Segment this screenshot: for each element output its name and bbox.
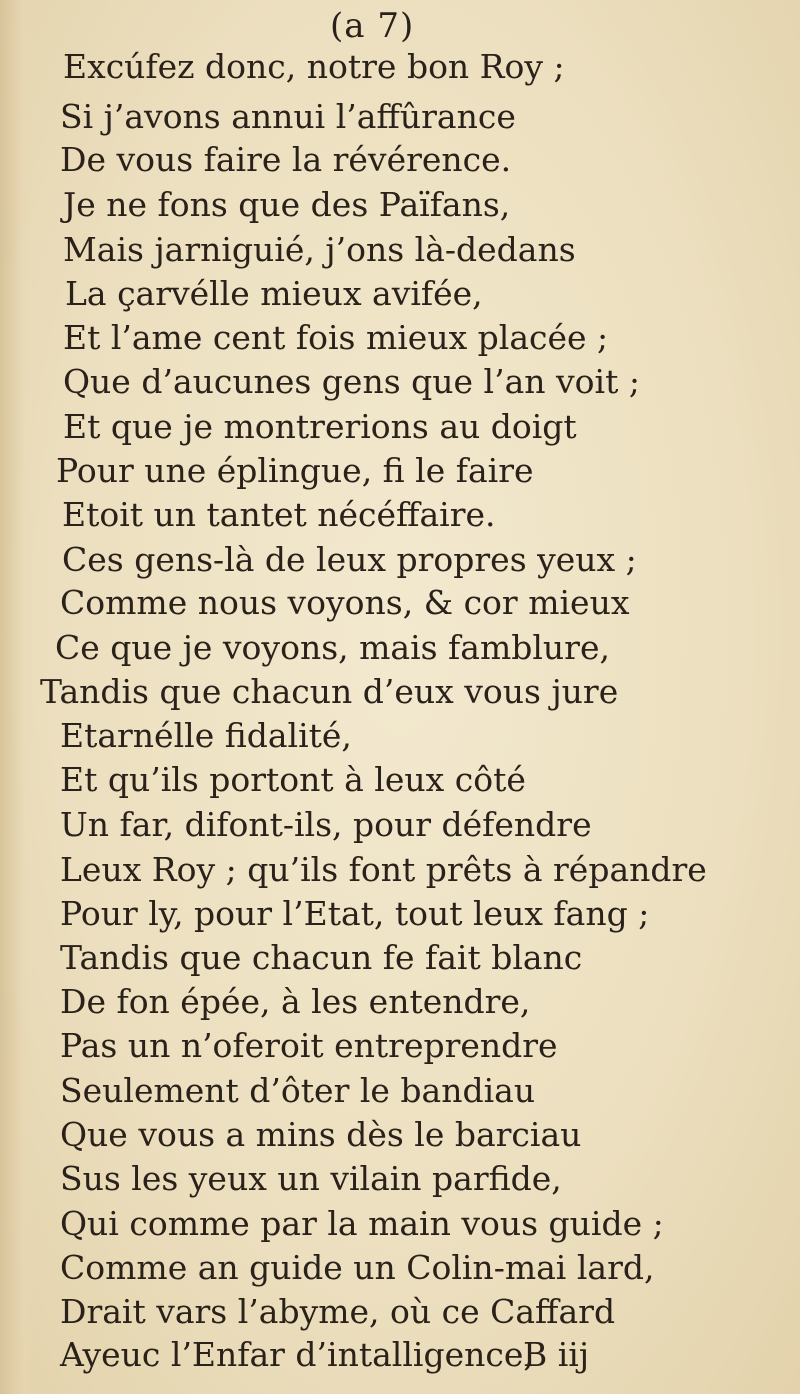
poem-line: Pour une éplingue, fi le faire bbox=[56, 451, 534, 490]
page-number: (a 7) bbox=[330, 6, 415, 46]
poem-line: Sus les yeux un vilain parfide, bbox=[60, 1159, 562, 1198]
poem-line: Et l’ame cent fois mieux placée ; bbox=[63, 318, 609, 357]
poem-line: Tandis que chacun d’eux vous jure bbox=[40, 672, 619, 711]
poem-line: Pas un n’oferoit entreprendre bbox=[60, 1026, 558, 1065]
poem-line: Que vous a mins dès le barciau bbox=[60, 1115, 582, 1154]
poem-line: Comme nous voyons, & cor mieux bbox=[60, 583, 630, 622]
poem-line: Comme an guide un Colin-mai lard, bbox=[60, 1248, 655, 1287]
signature-mark: B iij bbox=[523, 1335, 590, 1374]
poem-line: Tandis que chacun fe fait blanc bbox=[60, 938, 583, 977]
poem-line: Que d’aucunes gens que l’an voit ; bbox=[63, 362, 640, 401]
poem-line: Excúfez donc, notre bon Roy ; bbox=[63, 47, 565, 86]
poem-line: De fon épée, à les entendre, bbox=[60, 982, 531, 1021]
poem-line: Leux Roy ; qu’ils font prêts à répandre bbox=[60, 850, 707, 889]
poem-line: Drait vars l’abyme, où ce Caffard bbox=[60, 1292, 616, 1331]
poem-line: La çarvélle mieux avifée, bbox=[65, 274, 483, 313]
poem-line: Ayeuc l’Enfar d’intalligence, bbox=[60, 1335, 534, 1374]
poem-line: Seulement d’ôter le bandiau bbox=[60, 1071, 536, 1110]
poem-line: Ce que je voyons, mais famblure, bbox=[55, 628, 610, 667]
poem-line: Etarnélle fidalité, bbox=[60, 716, 352, 755]
poem-line: De vous faire la révérence. bbox=[60, 140, 512, 179]
poem-line: Je ne fons que des Païfans, bbox=[63, 185, 511, 224]
poem-line: Si j’avons annui l’affûrance bbox=[60, 97, 516, 136]
poem-line: Ces gens-là de leux propres yeux ; bbox=[62, 540, 637, 579]
poem-line: Et qu’ils portont à leux côté bbox=[60, 760, 526, 799]
poem-line: Qui comme par la main vous guide ; bbox=[60, 1204, 664, 1243]
poem-line: Un far, difont-ils, pour défendre bbox=[60, 805, 592, 844]
poem-line: Pour ly, pour l’Etat, tout leux fang ; bbox=[60, 894, 650, 933]
poem-line: Mais jarniguié, j’ons là-dedans bbox=[63, 230, 576, 269]
page-edge-shadow bbox=[0, 0, 34, 1394]
poem-line: Et que je montrerions au doigt bbox=[63, 407, 577, 446]
poem-line: Etoit un tantet nécéffaire. bbox=[62, 495, 496, 534]
